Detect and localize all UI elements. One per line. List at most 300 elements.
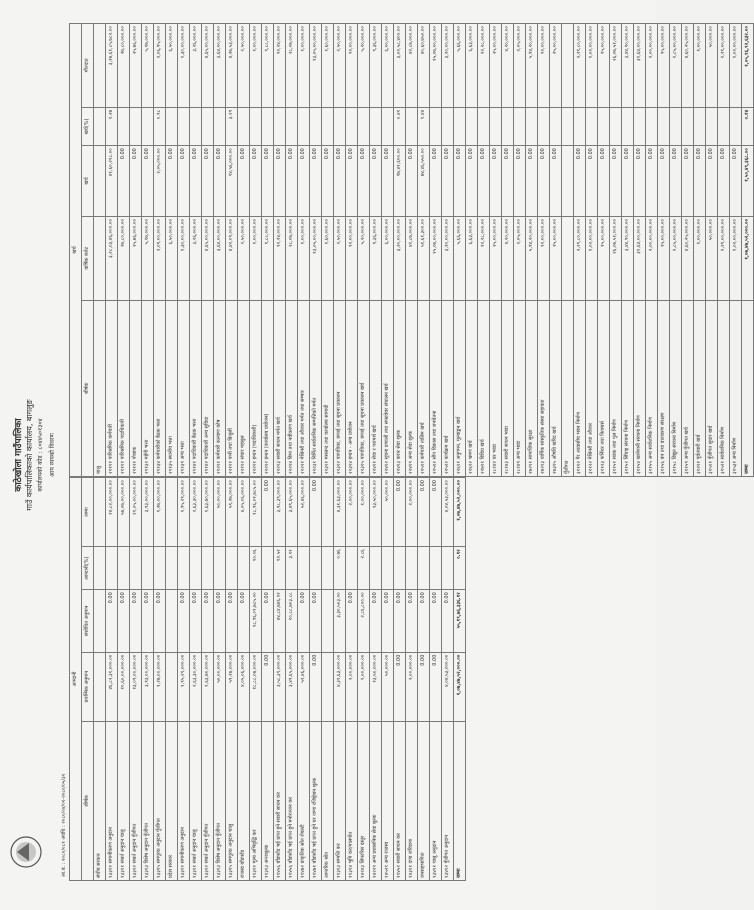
expense-table-cell xyxy=(658,107,670,145)
income-table-cell: प्रदेश सरकार xyxy=(166,721,178,880)
expense-table-cell: १.२७ xyxy=(106,107,118,145)
report-title: आय व्ययको विवरण xyxy=(49,433,56,477)
expense-table-cell xyxy=(166,107,178,145)
income-table-cell: १,२७,००,०००.०० xyxy=(154,478,166,547)
income-table-cell: 0.00 xyxy=(118,590,130,652)
expense-table-cell: २११४१ पदाधिकारी बैठक भत्ता xyxy=(190,300,202,476)
expense-table-cell xyxy=(298,107,310,145)
income-table xyxy=(69,477,466,881)
expense-table-cell xyxy=(670,107,682,145)
income-table-row xyxy=(130,478,142,881)
income-table-cell xyxy=(418,547,430,590)
expense-table-cell: ७४,४६,५५०.०० xyxy=(418,146,430,217)
expense-table-cell: १४,५६,०००.०० xyxy=(226,146,238,217)
expense-table-row xyxy=(658,24,670,477)
expense-table-cell: ४,६०,२५,०००.०० xyxy=(682,216,694,300)
expense-table-cell xyxy=(358,107,370,145)
income-table-row xyxy=(418,478,430,881)
income-table-cell: 0.00 xyxy=(310,652,322,721)
income-column-header: प्रारम्भिक अनुमान xyxy=(82,652,94,721)
income-table-row xyxy=(322,478,334,881)
income-table-cell: २४,८२,००,०००.०० xyxy=(106,478,118,547)
expense-table-row xyxy=(442,24,454,477)
expense-table-cell xyxy=(118,107,130,145)
expense-table-cell: ३११५१ सडक तथा पुल निर्माण xyxy=(610,300,622,476)
expense-table-cell: २,०६,९५,०००.०० xyxy=(154,24,166,108)
income-table-cell: 0.00 xyxy=(310,478,322,547)
expense-table-row xyxy=(190,24,202,477)
expense-table-cell: ३१५३१ अन्य निर्माण xyxy=(730,300,742,476)
expense-table-cell: ५,२०,०००.०० xyxy=(358,216,370,300)
expense-table-cell: 0.00 xyxy=(502,146,514,217)
income-table-cell: १,९५,२९,०००.०० xyxy=(178,652,190,721)
expense-table-cell: ३११५५ अन्य सार्वजनिक निर्माण xyxy=(646,300,658,476)
income-table-cell: 0.00 xyxy=(346,590,358,652)
income-table-row xyxy=(334,478,346,881)
income-table-cell: १३३१५ समपूरक अनुदान पुँजीगत xyxy=(154,721,166,880)
expense-table-cell: ३,२७,६१,८५,७८२.०० xyxy=(106,24,118,108)
income-table-cell: १४५२९ अन्य राजस्व xyxy=(382,721,394,880)
expense-table-cell xyxy=(514,107,526,145)
expense-table-row xyxy=(154,24,166,477)
income-table-row xyxy=(274,478,286,881)
expense-total-row xyxy=(742,24,754,477)
income-table-cell: 0.00 xyxy=(370,590,382,652)
expense-table-cell: 0.00 xyxy=(214,146,226,217)
expense-table-cell: १,२९,००,०००.०० xyxy=(718,24,730,108)
expense-table-cell: १२,००,०००.०० xyxy=(346,24,358,108)
income-table-cell: ११३१३ सम्पत्ति कर xyxy=(334,721,346,880)
expense-table-cell: २१२११ कर्मचारी कल्याण कोष xyxy=(214,300,226,476)
expense-table-row xyxy=(430,24,442,477)
expense-table-row xyxy=(670,24,682,477)
expense-table-cell: ५,९४,२०,०००.०० xyxy=(526,24,538,108)
income-total-cell: जम्मा xyxy=(454,721,466,880)
income-table-cell: ४,०५,०६,०००.०० xyxy=(238,478,250,547)
expense-table-cell: २११३५ स्थानीय भत्ता xyxy=(166,300,178,476)
office-code: कार्यालयको कोड : ८०४४५०१३०४ xyxy=(37,418,44,492)
expense-table-row xyxy=(706,24,718,477)
income-table-cell: 0.00 xyxy=(154,590,166,652)
expense-table-cell: २११३४ कर्मचारीको बैठक भत्ता xyxy=(154,300,166,476)
expense-table-cell: १,०२,००,०००.०० xyxy=(586,216,598,300)
expense-table-cell: 0.00 xyxy=(622,146,634,217)
income-table-row xyxy=(166,478,178,881)
expense-table-cell: ४,६५,००,०००.०० xyxy=(202,24,214,108)
expense-table-cell: १२,००,०००.०० xyxy=(538,24,550,108)
expense-table-row xyxy=(142,24,154,477)
income-table-row xyxy=(442,478,454,881)
expense-table-row xyxy=(502,24,514,477)
income-table-cell: 0.00 xyxy=(382,590,394,652)
income-total-cell: १,०७,४७,५२,०००.०० xyxy=(454,652,466,721)
income-table-cell: 0.00 xyxy=(418,590,430,652)
expense-table-cell xyxy=(430,107,442,145)
expense-table-row xyxy=(394,24,406,477)
income-table-cell xyxy=(166,547,178,590)
income-table-cell xyxy=(202,547,214,590)
income-table-row xyxy=(370,478,382,881)
income-table-cell xyxy=(262,547,274,590)
income-table-cell: ५०,०००.०० xyxy=(382,478,394,547)
expense-table-cell: १,००,०००.०० xyxy=(298,216,310,300)
expense-table-cell xyxy=(130,107,142,145)
expense-table-cell: २२२११ इन्धन (पदाधिकारी) xyxy=(250,300,262,476)
income-table-cell: 0.00 xyxy=(142,590,154,652)
expense-table-row xyxy=(562,24,574,477)
expense-table-cell: १५,००,०००.०० xyxy=(658,216,670,300)
expense-table-cell xyxy=(322,107,334,145)
expense-table-cell: १,०२,००,०००.०० xyxy=(730,24,742,108)
expense-table-cell xyxy=(646,107,658,145)
income-table-cell: १०,८८,७०३.८८ xyxy=(286,590,298,652)
expense-table-row xyxy=(586,24,598,477)
income-table-cell: १,९५,२९,०००.०० xyxy=(178,478,190,547)
income-column-header: संशोधित अनुमान xyxy=(82,590,94,652)
expense-table-cell: १७,४१,६००.०० xyxy=(394,146,406,217)
income-table-cell: १३३११ समानीकरण अनुदान xyxy=(106,721,118,880)
income-table-cell: 0.00 xyxy=(262,652,274,721)
expense-table-cell xyxy=(562,107,574,145)
income-table-cell: ४,०४,५३,०००.०० xyxy=(442,652,454,721)
expense-table-cell: 0.00 xyxy=(586,146,598,217)
expense-table-cell xyxy=(310,107,322,145)
income-table-cell: १३४११ चालु अनुदान xyxy=(430,721,442,880)
income-table-cell: १०.०६ xyxy=(250,547,262,590)
income-table-cell: १३३१५ समपूरक अनुदान चालु xyxy=(226,721,238,880)
expense-table-cell: 0.00 xyxy=(130,146,142,217)
expense-table-cell: ५,१७,०००.०० xyxy=(142,216,154,300)
expense-table-cell: ६,५०,०००.०० xyxy=(166,216,178,300)
income-table-cell: 0.00 xyxy=(394,478,406,547)
income-table-cell: १३३११ सशर्त अनुदान चालु xyxy=(118,721,130,880)
expense-table-cell: ३११५९ अन्य पुँजीगत खर्च xyxy=(682,300,694,476)
expense-table-cell: १५,०७,००,०००.०० xyxy=(430,216,442,300)
income-table-cell xyxy=(166,478,178,547)
expense-table-cell: १२,२८,०००.०० xyxy=(478,216,490,300)
expense-table-cell xyxy=(94,146,106,217)
expense-table-cell: 0.00 xyxy=(322,146,334,217)
expense-table-cell: २,००,००,०००.०० xyxy=(646,24,658,108)
expense-table-cell: 0.00 xyxy=(442,146,454,217)
expense-total-cell: जम्मा xyxy=(742,300,754,476)
expense-table-cell xyxy=(250,107,262,145)
expense-table-cell: 0.00 xyxy=(538,146,550,217)
expense-table-row xyxy=(226,24,238,477)
expense-table-row xyxy=(730,24,742,477)
expense-table-cell: ३,६४,००,०००.०० xyxy=(214,24,226,108)
expense-table-cell: २११११ पारिश्रमिक कर्मचारी xyxy=(106,300,118,476)
income-table-cell: १३,५०,०००.०० xyxy=(370,478,382,547)
income-table-cell: ११३१३ अन्तःशुल्क xyxy=(262,721,274,880)
expense-table-cell: ४,२०,०००.०० xyxy=(502,24,514,108)
expense-table-cell: २८,०७,०००.०० xyxy=(286,216,298,300)
expense-table-cell xyxy=(586,107,598,145)
income-table-cell xyxy=(214,547,226,590)
expense-table-cell xyxy=(142,107,154,145)
income-table-cell xyxy=(322,547,334,590)
expense-table-cell: २,५०,०००.०० xyxy=(334,24,346,108)
expense-table-cell: २२४१९ अन्य सेवा शुल्क xyxy=(406,300,418,476)
expense-table-cell: २११११ पारिश्रमिक पदाधिकारी xyxy=(118,300,130,476)
expense-table-row xyxy=(634,24,646,477)
income-table-row xyxy=(346,478,358,881)
expense-table-cell: २२२१४ बिमा तथा नवीकरण खर्च xyxy=(286,300,298,476)
expense-table-row xyxy=(526,24,538,477)
expense-total-cell: १,५०,४९,३६८.०० xyxy=(742,146,754,217)
income-table-cell: 0.00 xyxy=(430,652,442,721)
income-total-row xyxy=(454,478,466,881)
income-table-cell xyxy=(166,590,178,652)
income-table-cell: ४६,८२,३१,०००.०० xyxy=(106,652,118,721)
expense-table-row xyxy=(574,24,586,477)
expense-table-cell: ३,२६,०००.०० xyxy=(190,24,202,108)
expense-table-cell: २२३११ मसलन्द तथा कार्यालय सामाग्री xyxy=(322,300,334,476)
income-table-cell: १३४१२ पुँजीगत अनुदान xyxy=(442,721,454,880)
expense-table-cell: २२२२१ मेशिनरी तथा औजार मर्मत तथा सम्भार xyxy=(298,300,310,476)
expense-table-cell: २२२१३ सवारी साधन मर्मत खर्च xyxy=(274,300,286,476)
expense-table-cell: 0.00 xyxy=(610,146,622,217)
expense-table-row xyxy=(118,24,130,477)
expense-table-cell: 0.00 xyxy=(598,146,610,217)
expense-table-cell: २८,०७,०००.०० xyxy=(286,24,298,108)
income-table-cell: २,६३,३०,०००.०० xyxy=(190,478,202,547)
expense-table-cell: ३,१०,००,०००.०० xyxy=(442,216,454,300)
expense-table-cell: 0.00 xyxy=(550,146,562,217)
income-table-cell: 0.00 xyxy=(442,590,454,652)
expense-table-cell xyxy=(286,107,298,145)
expense-column-header: खर्च xyxy=(82,146,94,217)
expense-table-cell: २,००,००,०००.०० xyxy=(646,216,658,300)
income-table-row xyxy=(214,478,226,881)
expense-table-cell: २२४११ सेवा र परामर्श खर्च xyxy=(370,300,382,476)
income-table-row xyxy=(202,478,214,881)
income-table-cell: ३,४९,६५,०००.०० xyxy=(286,478,298,547)
expense-table-cell: १,६०,०००.०० xyxy=(322,24,334,108)
income-table-cell: ११४५६ बाँडफाँड भई प्राप्त हुने मनोरञ्जन कर xyxy=(286,721,298,880)
income-table-cell: 0.00 xyxy=(394,652,406,721)
expense-table-cell: 0.00 xyxy=(118,146,130,217)
expense-table-row xyxy=(322,24,334,477)
expense-table-cell: ९,८८,०००.०० xyxy=(262,216,274,300)
expense-table-row xyxy=(346,24,358,477)
income-table-cell: २,००,०००.०० xyxy=(406,652,418,721)
expense-table-cell xyxy=(214,107,226,145)
income-table-row xyxy=(394,478,406,881)
expense-table-cell xyxy=(94,107,106,145)
expense-table-cell: १,००,०००.०० xyxy=(694,24,706,108)
expense-table-cell xyxy=(262,107,274,145)
expense-table-cell: 0.00 xyxy=(190,146,202,217)
expense-table-cell: २२१११ पानी तथा बिजुली xyxy=(226,300,238,476)
income-table-cell: १८,९६,०१,७८५.०० xyxy=(250,478,262,547)
office-address: गाउँ कार्यपालिकाको कार्यालय, बागलुङ xyxy=(25,399,34,511)
expense-table-cell: 0.00 xyxy=(346,146,358,217)
income-table-row xyxy=(154,478,166,881)
expense-table-cell: ३१२११ पूर्वतयारी खर्च xyxy=(694,300,706,476)
expense-table-row xyxy=(406,24,418,477)
expense-table-cell: ३,२६,०००.०० xyxy=(190,216,202,300)
expense-table-cell: १,००,०००.०० xyxy=(250,216,262,300)
income-table-cell xyxy=(94,478,106,547)
expense-table-cell: ३११५२ सिँचाइ संरचना निर्माण xyxy=(622,300,634,476)
expense-table-cell: 0.00 xyxy=(730,146,742,217)
income-table-cell: 0.00 xyxy=(106,590,118,652)
expense-table-row xyxy=(490,24,502,477)
expense-table-cell: २२४१३ करार सेवा शुल्क xyxy=(394,300,406,476)
income-table-cell: 0.00 xyxy=(418,652,430,721)
income-table-row xyxy=(106,478,118,881)
expense-table-cell: ३.२९ xyxy=(226,107,238,145)
expense-table-cell: २८१४९ अन्य भाडा xyxy=(514,300,526,476)
income-table-cell: ३.११ xyxy=(286,547,298,590)
expense-table-cell: २७२११ सामाजिक सुरक्षा xyxy=(526,300,538,476)
income-table-cell: आन्तरिक श्रोत xyxy=(322,721,334,880)
expense-table-cell: २,०५,०००.०० xyxy=(154,146,166,217)
expense-table-cell: २११३२ महँगी भत्ता xyxy=(142,300,154,476)
expense-table-cell: ५,१७,०००.०० xyxy=(142,24,154,108)
income-table-cell: ११४७१ बाँडफाँड भई प्राप्त हुने घर जग्गा रजिष्ट्रेशन शुल्क xyxy=(310,721,322,880)
income-table-cell: ११३११ मूल्य अभिवृद्धि कर xyxy=(250,721,262,880)
expense-table-row xyxy=(238,24,250,477)
income-table-cell: २.८६ xyxy=(358,547,370,590)
expense-table-cell: ४,२०,०००.०० xyxy=(502,216,514,300)
expense-table-cell xyxy=(598,107,610,145)
income-table-cell: २,००,०००.०० xyxy=(406,478,418,547)
expense-table-row xyxy=(286,24,298,477)
income-table-cell: 0.00 xyxy=(262,478,274,547)
income-table-cell: ३,३०,५०३.०० xyxy=(334,590,346,652)
expense-table-cell: १,०२,००,०००.०० xyxy=(586,24,598,108)
income-table-cell xyxy=(406,547,418,590)
expense-table-row xyxy=(682,24,694,477)
income-table-row xyxy=(142,478,154,881)
expense-table-cell: 0.00 xyxy=(574,146,586,217)
income-table-row xyxy=(406,478,418,881)
expense-table-cell: २५,००,०००.०० xyxy=(490,24,502,108)
expense-table-row xyxy=(166,24,178,477)
expense-table-cell: १२,००,०००.०० xyxy=(538,216,550,300)
income-table-row xyxy=(226,478,238,881)
income-table-cell xyxy=(394,547,406,590)
expense-table-cell xyxy=(538,107,550,145)
income-table-cell xyxy=(106,547,118,590)
expense-table-cell: 0.00 xyxy=(646,146,658,217)
expense-table-cell: ६,६३,०००.०० xyxy=(466,216,478,300)
income-table-row xyxy=(310,478,322,881)
expense-table-cell: १२,००,०००.०० xyxy=(346,216,358,300)
income-table-cell: 0.00 xyxy=(214,590,226,652)
expense-table-cell: 0.00 xyxy=(682,146,694,217)
expense-table-cell: २२४१२ सूचना प्रणाली तथा सफ्टवेयर संचालन खर्च xyxy=(382,300,394,476)
expense-table-cell: १.४४ xyxy=(418,107,430,145)
income-table-cell: १३३११ सशर्त अनुदान चालु xyxy=(190,721,202,880)
income-table-cell: 0.00 xyxy=(310,590,322,652)
expense-table-cell: १५,००,०००.०० xyxy=(598,216,610,300)
expense-table-cell: 0.00 xyxy=(454,146,466,217)
income-table-cell: राजस्व बाँडफाँड xyxy=(238,721,250,880)
income-table-cell: ४,०४,५३,०००.०० xyxy=(442,478,454,547)
expense-table-cell: 0.00 xyxy=(310,146,322,217)
income-table-cell: १३३११ समानीकरण अनुदान xyxy=(178,721,190,880)
expense-table-row xyxy=(550,24,562,477)
expense-table-cell: २,०५,०००.०० xyxy=(514,216,526,300)
expense-table-row xyxy=(262,24,274,477)
expense-table-cell: ३१५२१ सार्वजनिक निर्माण xyxy=(718,300,730,476)
expense-table-cell: २२५२२ कार्यक्रम खर्च xyxy=(442,300,454,476)
expense-table-cell xyxy=(94,216,106,300)
expense-table-row xyxy=(106,24,118,477)
expense-table-row xyxy=(514,24,526,477)
expense-table-cell: २,२९,८०,०००.०० xyxy=(574,24,586,108)
expense-table-cell: ३११५८ विद्युत संरचना निर्माण xyxy=(670,300,682,476)
expense-table-cell: ५,६६,०००.०० xyxy=(454,24,466,108)
expense-table-cell: 0.00 xyxy=(178,146,190,217)
income-table-cell: ०.७६ xyxy=(334,547,346,590)
expense-table-cell xyxy=(550,107,562,145)
income-table-cell: 0.00 xyxy=(130,590,142,652)
income-table-cell: १३३१२ सशर्त अनुदान पुँजीगत xyxy=(130,721,142,880)
expense-table-cell: 0.00 xyxy=(490,146,502,217)
expense-table-cell: 0.00 xyxy=(286,146,298,217)
expense-table-cell xyxy=(706,107,718,145)
expense-table-cell: ९,३६,०००.०० xyxy=(370,216,382,300)
expense-table-cell: ५०,०००.०० xyxy=(706,24,718,108)
expense-table-cell xyxy=(94,24,106,108)
expense-table-cell xyxy=(406,107,418,145)
income-table-cell: १२.५२ xyxy=(274,547,286,590)
income-table-cell: ५२,४६,०००.०० xyxy=(298,478,310,547)
expense-table-cell: २११२१ पोशाक xyxy=(130,300,142,476)
expense-table-cell: 0.00 xyxy=(382,146,394,217)
expense-table-cell xyxy=(682,107,694,145)
expense-table-cell: ४,६०,२५,०००.०० xyxy=(682,24,694,108)
expense-table-cell: ३,२८,०३,४६,०००.०० xyxy=(106,216,118,300)
expense-table-cell: 0.00 xyxy=(514,146,526,217)
expense-table-cell: 0.00 xyxy=(274,146,286,217)
income-table-cell xyxy=(154,547,166,590)
expense-table-cell: 0.00 xyxy=(202,146,214,217)
expense-table-cell xyxy=(274,107,286,145)
income-table-cell xyxy=(142,547,154,590)
expense-table-cell: ३,१०,००,०००.०० xyxy=(442,24,454,108)
expense-column-header: वार्षिक बजेट xyxy=(82,216,94,300)
expense-table-cell: 0.00 xyxy=(334,146,346,217)
expense-table-cell: २७,८०,०००.०० xyxy=(118,216,130,300)
expense-table-cell: 0.00 xyxy=(478,146,490,217)
income-table-cell xyxy=(94,590,106,652)
income-total-cell: १,०७,४७,५२,०००.०० xyxy=(454,478,466,547)
expense-table-cell: ६,००,०००.०० xyxy=(382,216,394,300)
expense-table-row xyxy=(454,24,466,477)
expense-table-row xyxy=(370,24,382,477)
expense-table-cell xyxy=(730,107,742,145)
income-table-cell: ३,९३,००,०००.०० xyxy=(142,478,154,547)
income-table-cell: 0.00 xyxy=(262,590,274,652)
income-table-row xyxy=(118,478,130,881)
expense-table-cell: १५,०७,००,०००.०० xyxy=(430,24,442,108)
expense-table-cell: २५,००,०००.०० xyxy=(550,24,562,108)
expense-table-row xyxy=(478,24,490,477)
income-table-cell: १०,६०,००,०००.०० xyxy=(118,652,130,721)
office-name: काठेखोला गाउँपालिका xyxy=(14,418,24,492)
income-table-cell: १८,८८,०७,०००.०० xyxy=(250,652,262,721)
expense-table-cell: ४२,८७,०००.०० xyxy=(406,24,418,108)
expense-table-cell: ३,६४,००,०००.०० xyxy=(214,216,226,300)
expense-table-cell: ३१,६४,००,०००.०० xyxy=(634,216,646,300)
expense-table-cell: २८१४२ घर भाडा xyxy=(490,300,502,476)
expense-table-cell xyxy=(454,107,466,145)
